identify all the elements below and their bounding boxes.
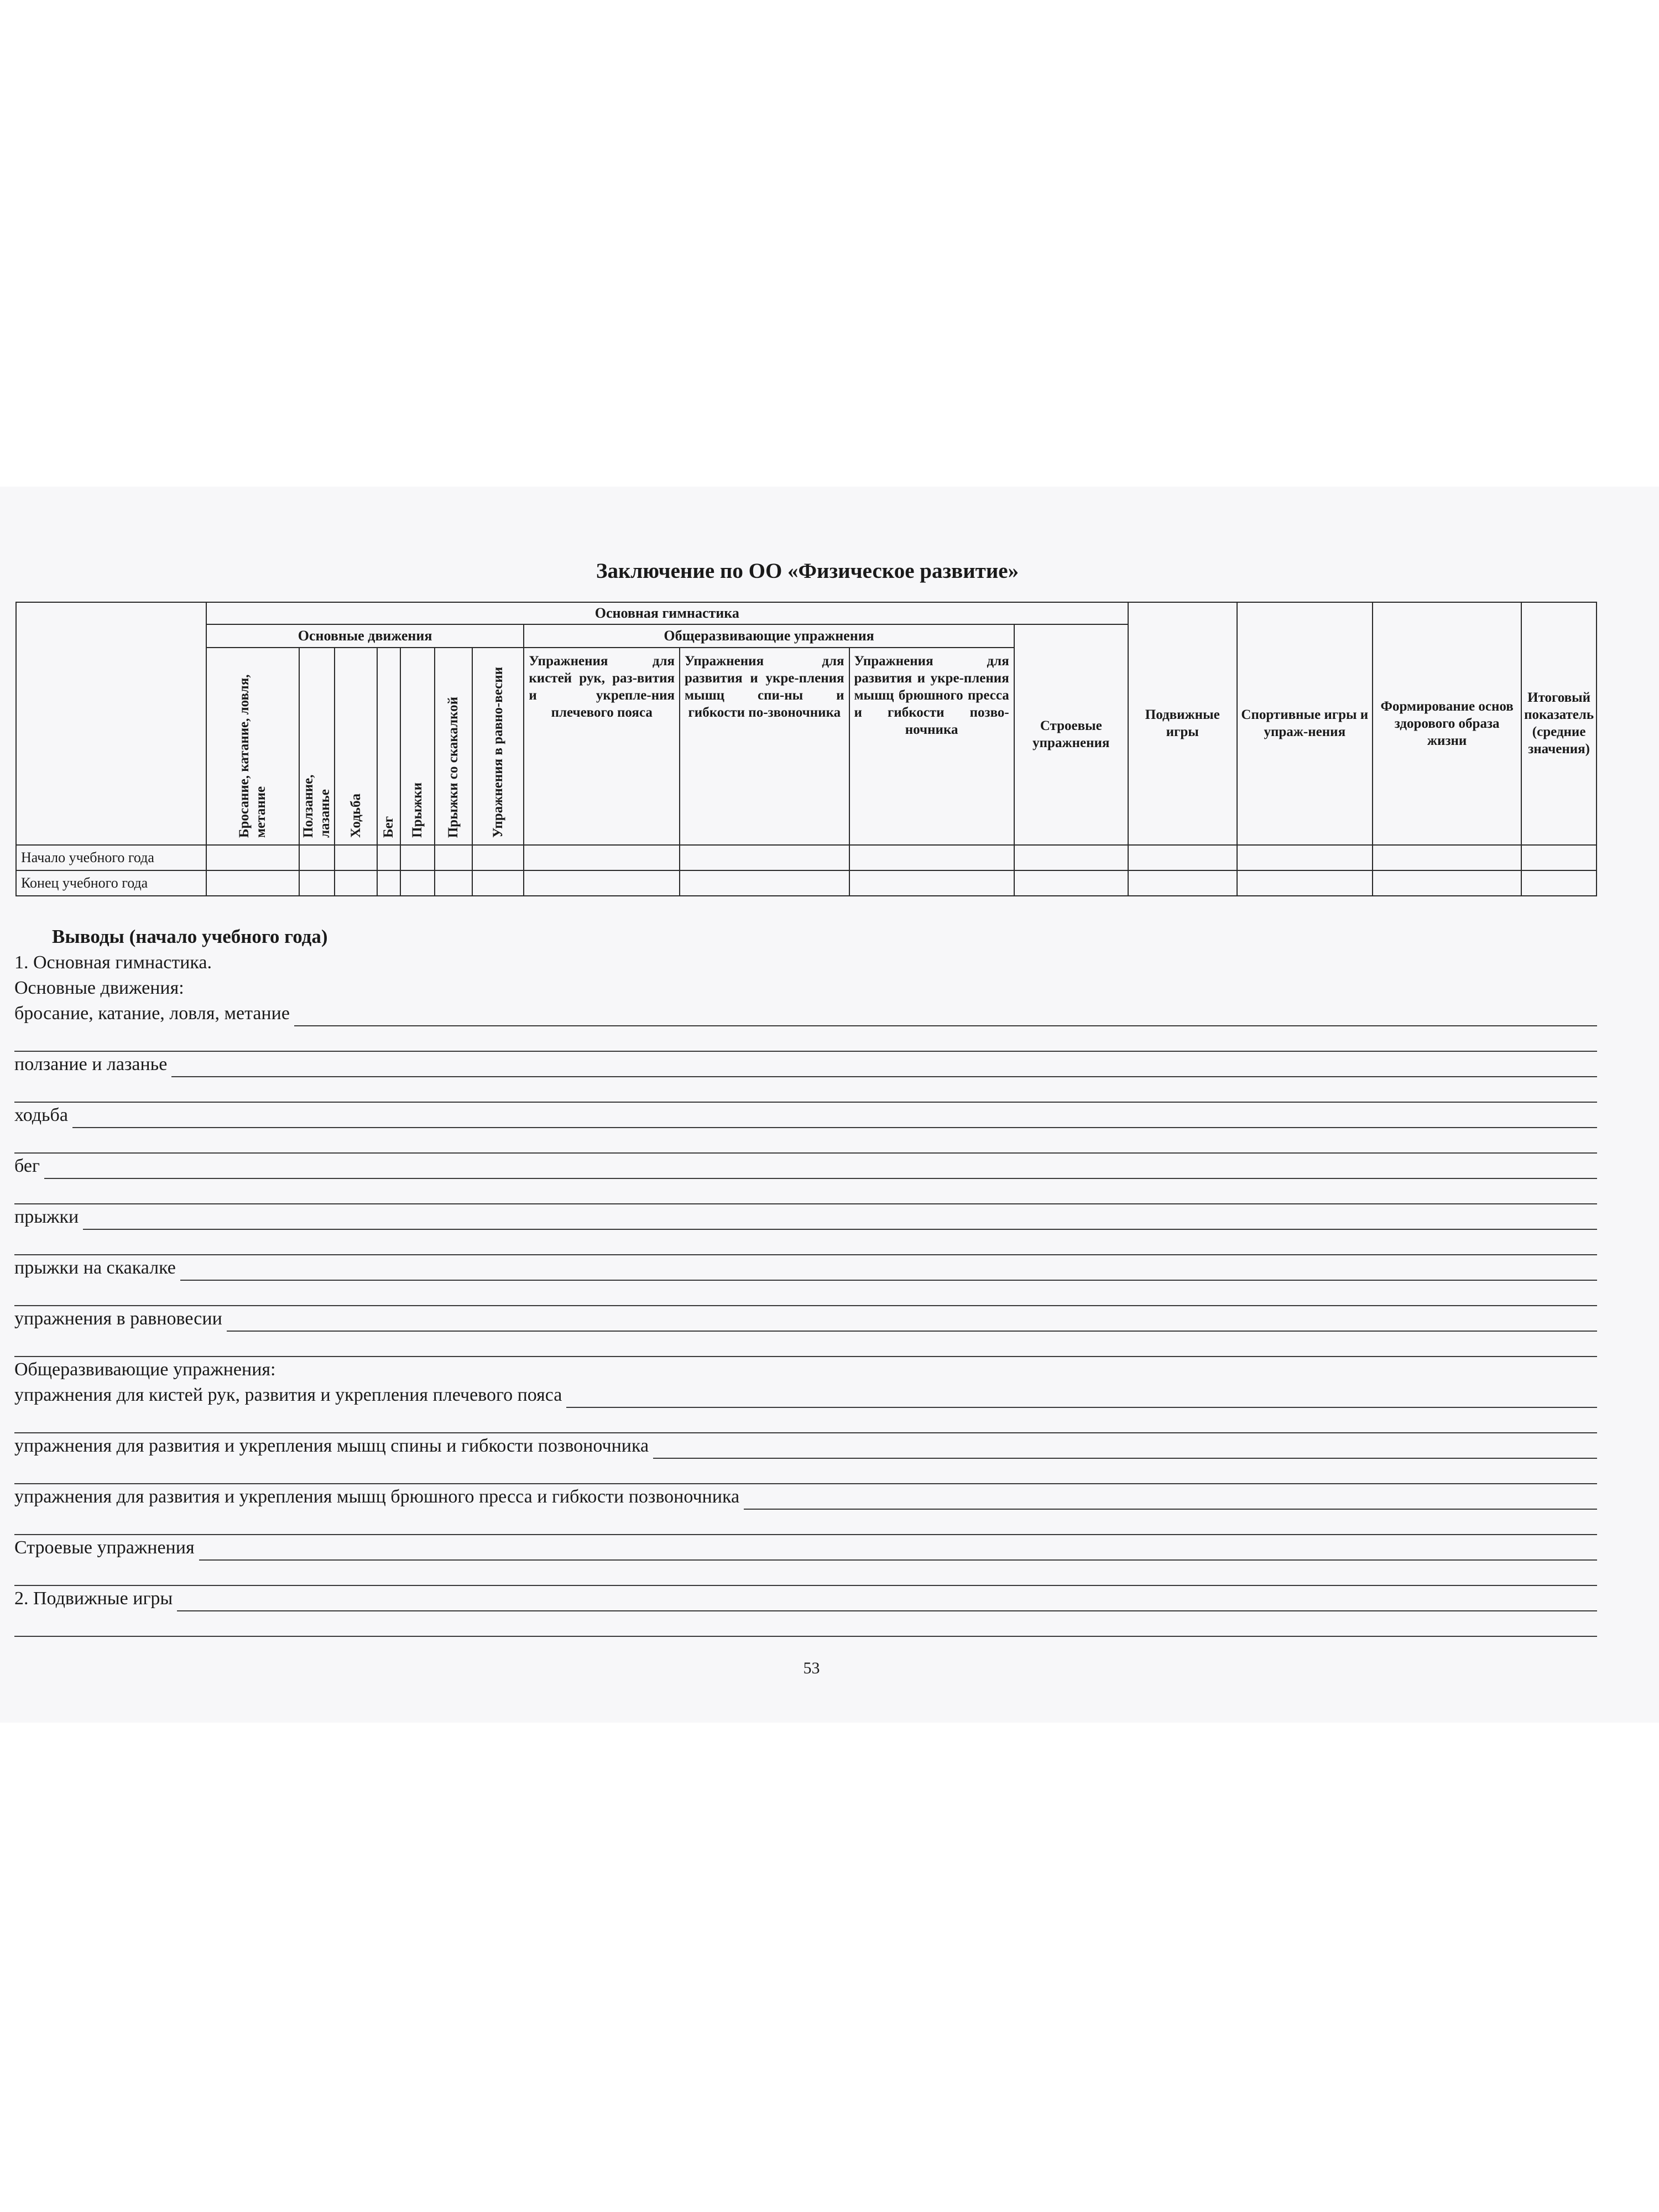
col-crawling-label: Ползание, лазанье [300, 774, 332, 838]
cell[interactable] [472, 870, 524, 896]
conclusions-heading: Выводы (начало учебного года) [52, 926, 328, 947]
cell[interactable] [1128, 845, 1237, 870]
col-balance-label: Упражнения в равно-весии [490, 666, 505, 838]
summary-table [15, 602, 1597, 896]
answer-label: упражнения для кистей рук, развития и укрепления плечевого пояса [14, 1385, 562, 1405]
col-hands-shoulders: Упражнения для кистей рук, раз-вития и укрепле-ния плечевого пояса [524, 648, 680, 845]
col-abs-spine: Упражнения для развития и укре-пления мышц брюшного пресса и гибкости позво-ночника [849, 648, 1014, 845]
blank-line[interactable] [14, 1077, 1597, 1103]
col-crawling [299, 648, 335, 845]
cell[interactable] [299, 870, 335, 896]
blank-line[interactable] [14, 1026, 1597, 1052]
col-throwing [206, 648, 299, 845]
answer-line[interactable] [14, 1052, 1597, 1077]
cell[interactable] [849, 845, 1014, 870]
cell[interactable] [206, 845, 299, 870]
cell[interactable] [524, 845, 680, 870]
answer-line[interactable] [14, 1204, 1597, 1230]
answer-rule[interactable] [177, 1593, 1597, 1611]
answer-line[interactable] [14, 1383, 1597, 1408]
header-general-exercises: Общеразвивающие упражнения [524, 624, 1014, 648]
answer-rule[interactable] [44, 1160, 1597, 1179]
col-running [377, 648, 400, 845]
answer-label: 2. Подвижные игры [14, 1588, 173, 1609]
answer-rule[interactable] [180, 1262, 1597, 1281]
cell[interactable] [1521, 870, 1597, 896]
cell[interactable] [1237, 870, 1373, 896]
cell[interactable] [1128, 870, 1237, 896]
cell[interactable] [400, 845, 435, 870]
header-healthy-lifestyle: Формирование основ здорового образа жизни [1373, 602, 1521, 845]
cell[interactable] [680, 870, 849, 896]
answer-line[interactable] [14, 1433, 1597, 1459]
cell[interactable] [472, 845, 524, 870]
answer-line[interactable] [14, 1586, 1597, 1611]
cell[interactable] [335, 870, 378, 896]
answer-rule[interactable] [566, 1389, 1597, 1408]
row-label-start: Начало учебного года [16, 845, 206, 870]
answer-rule[interactable] [199, 1542, 1597, 1561]
blank-line[interactable] [14, 1179, 1597, 1204]
page-number: 53 [803, 1659, 820, 1677]
answer-label: Строевые упражнения [14, 1537, 195, 1558]
answer-line[interactable] [14, 1255, 1597, 1281]
answer-rule[interactable] [171, 1058, 1597, 1077]
cell[interactable] [435, 870, 472, 896]
answer-rule[interactable] [83, 1211, 1597, 1230]
blank-line[interactable] [14, 1230, 1597, 1255]
col-balance [472, 648, 524, 845]
answer-line[interactable] [14, 1484, 1597, 1510]
col-walking [335, 648, 378, 845]
col-rope-jumping-label: Прыжки со скакалкой [446, 696, 461, 838]
table-corner-cell [16, 602, 206, 845]
general-exercises-heading: Общеразвивающие упражнения: [14, 1359, 276, 1380]
header-total-score: Итоговый показатель (средние значения) [1521, 602, 1597, 845]
cell[interactable] [1521, 845, 1597, 870]
col-running-label: Бег [381, 816, 397, 838]
blank-line[interactable] [14, 1128, 1597, 1154]
header-outdoor-games: Подвижные игры [1128, 602, 1237, 845]
basic-movements-heading: Основные движения: [14, 978, 184, 998]
answer-rule[interactable] [72, 1109, 1597, 1128]
col-jumping [400, 648, 435, 845]
answer-label: упражнения для развития и укрепления мышц брюшного пресса и гибкости позвоночника [14, 1486, 740, 1507]
answer-line[interactable] [14, 1535, 1597, 1561]
cell[interactable] [400, 870, 435, 896]
cell[interactable] [1014, 845, 1128, 870]
blank-line[interactable] [14, 1281, 1597, 1306]
answer-label: бросание, катание, ловля, метание [14, 1003, 290, 1024]
section-basic-gymnastics: 1. Основная гимнастика. [14, 952, 212, 973]
header-drill-exercises: Строевые упражнения [1014, 624, 1128, 845]
table-row [16, 870, 1597, 896]
answer-line[interactable] [14, 1306, 1597, 1332]
answer-rule[interactable] [744, 1491, 1597, 1510]
cell[interactable] [377, 870, 400, 896]
blank-line[interactable] [14, 1561, 1597, 1586]
header-basic-movements: Основные движения [206, 624, 524, 648]
blank-line[interactable] [14, 1332, 1597, 1357]
answer-label: ходьба [14, 1105, 68, 1125]
header-sport-games: Спортивные игры и упраж-нения [1237, 602, 1373, 845]
cell[interactable] [680, 845, 849, 870]
row-label-end: Конец учебного года [16, 870, 206, 896]
col-rope-jumping [435, 648, 472, 845]
blank-line[interactable] [14, 1459, 1597, 1484]
cell[interactable] [1014, 870, 1128, 896]
col-walking-label: Ходьба [348, 793, 363, 838]
blank-line[interactable] [14, 1611, 1597, 1637]
cell[interactable] [377, 845, 400, 870]
answer-label: прыжки [14, 1207, 79, 1227]
blank-line[interactable] [14, 1510, 1597, 1535]
col-throwing-label: Бросание, катание, ловля, метание [236, 674, 268, 838]
answer-label: упражнения в равновесии [14, 1308, 222, 1329]
answer-label: упражнения для развития и укрепления мышц спины и гибкости позвоночника [14, 1436, 649, 1456]
answer-rule[interactable] [653, 1440, 1597, 1459]
answer-line[interactable] [14, 1154, 1597, 1179]
header-main-gymnastics: Основная гимнастика [206, 602, 1128, 624]
cell[interactable] [1373, 870, 1521, 896]
cell[interactable] [1373, 845, 1521, 870]
cell[interactable] [1237, 845, 1373, 870]
answer-label: прыжки на скакалке [14, 1258, 176, 1278]
col-jumping-label: Прыжки [409, 782, 425, 838]
cell[interactable] [435, 845, 472, 870]
answer-label: бег [14, 1156, 40, 1176]
conclusions-section [14, 924, 1597, 1637]
answer-rule[interactable] [227, 1313, 1597, 1332]
cell[interactable] [524, 870, 680, 896]
cell[interactable] [335, 845, 378, 870]
answer-label: ползание и лазанье [14, 1054, 168, 1074]
table-row [16, 845, 1597, 870]
cell[interactable] [849, 870, 1014, 896]
col-back-spine: Упражнения для развития и укре-пления мышц спи-ны и гибкости по-звоночника [680, 648, 849, 845]
answer-line[interactable] [14, 1001, 1597, 1026]
answer-rule[interactable] [294, 1008, 1597, 1026]
page-title: Заключение по ОО «Физическое развитие» [596, 559, 1019, 583]
cell[interactable] [299, 845, 335, 870]
answer-line[interactable] [14, 1103, 1597, 1128]
cell[interactable] [206, 870, 299, 896]
blank-line[interactable] [14, 1408, 1597, 1433]
